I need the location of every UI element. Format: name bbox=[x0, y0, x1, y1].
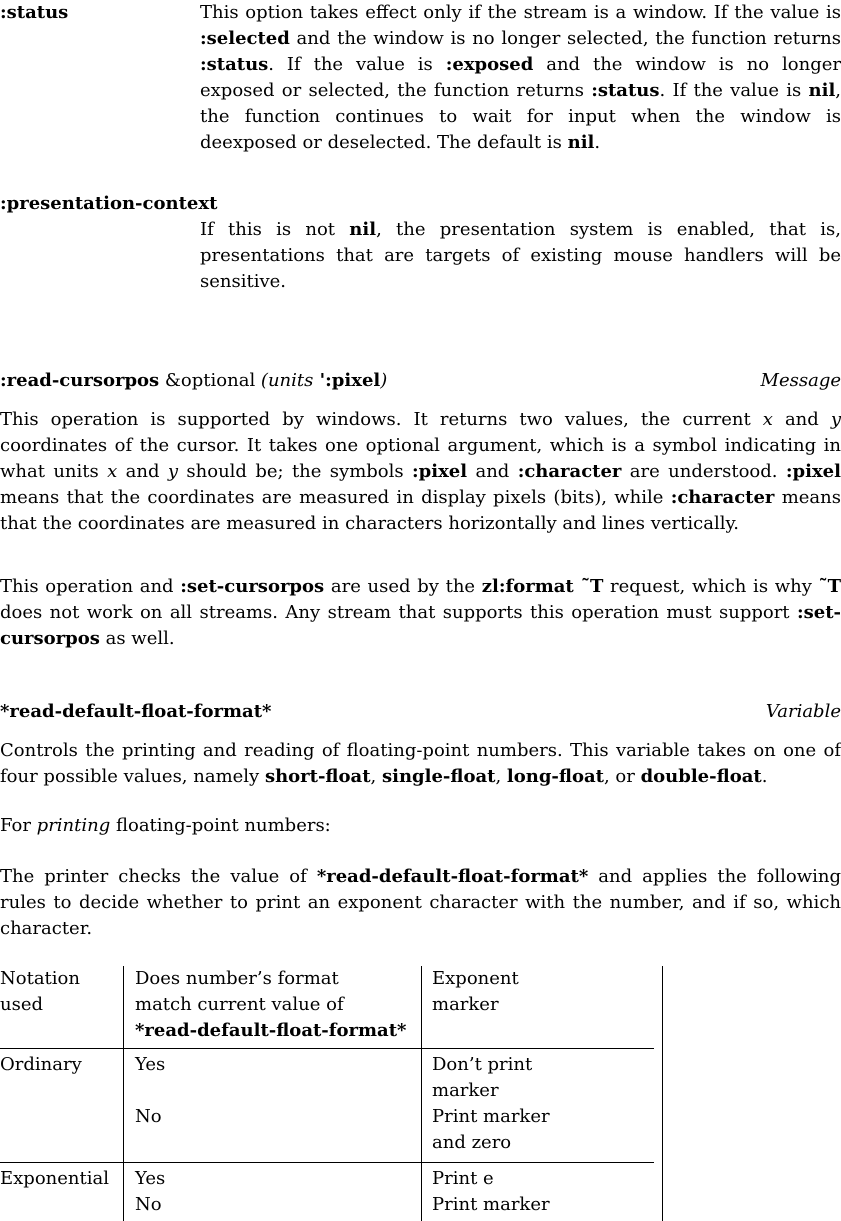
bold-term: :status bbox=[200, 54, 269, 75]
table-divider bbox=[662, 966, 663, 1221]
option-name-status: :status bbox=[0, 2, 69, 23]
table-divider bbox=[0, 1048, 654, 1049]
entry-name: *read-default-float-format* bbox=[0, 701, 272, 722]
bold-term: :set-cursorpos bbox=[180, 576, 325, 597]
bold-term: single-float bbox=[381, 766, 496, 787]
cell-line: Don’t print bbox=[432, 1054, 533, 1075]
table-cell-notation: Ordinary bbox=[0, 1054, 82, 1075]
table-cell-match bbox=[135, 1052, 165, 1130]
entry-kind: Variable bbox=[765, 701, 841, 722]
args-open: ( bbox=[260, 370, 268, 391]
header-line: match current value of bbox=[135, 994, 344, 1015]
bold-term: :character bbox=[517, 461, 622, 482]
bold-term: *read-default-float-format* bbox=[316, 866, 589, 887]
cell-line: marker bbox=[432, 1080, 499, 1101]
bold-term: :selected bbox=[200, 28, 290, 49]
bold-term: :status bbox=[591, 80, 660, 101]
bold-term: :exposed bbox=[445, 54, 534, 75]
italic-term: x bbox=[107, 461, 118, 482]
table-cell-match bbox=[135, 1166, 165, 1218]
italic-term: printing bbox=[36, 815, 111, 836]
bold-term: nil bbox=[808, 80, 836, 101]
table-divider bbox=[0, 1162, 654, 1163]
table-header-marker bbox=[432, 966, 519, 1018]
table-divider bbox=[123, 966, 124, 1221]
float-format-paragraph-3: The printer checks the value of *read-default-float-format* and applies the following rules to decide whether to print an exponent character with the number, and if so, which character. bbox=[0, 866, 841, 939]
table-header-match bbox=[135, 966, 406, 1044]
cell-line: Yes bbox=[135, 1168, 166, 1189]
bold-term: :pixel bbox=[412, 461, 468, 482]
table-divider bbox=[421, 966, 422, 1221]
header-line: Does number’s format bbox=[135, 968, 339, 989]
header-line: used bbox=[0, 994, 44, 1015]
bold-term: double-float bbox=[640, 766, 762, 787]
bold-term: nil bbox=[567, 132, 595, 153]
bold-term: ˜T bbox=[818, 576, 841, 597]
bold-term: :set-cursorpos bbox=[0, 602, 841, 649]
option-desc-presentation-context: If this is not nil, the presentation system is enabled, that is, presentations that are targets of existing mouse handlers will be sensitive. bbox=[200, 219, 841, 292]
cell-line: Yes bbox=[135, 1054, 166, 1075]
option-name-presentation-context: :presentation-context bbox=[0, 193, 218, 214]
bold-term: :character bbox=[670, 487, 775, 508]
header-line: *read-default-float-format* bbox=[135, 1020, 407, 1041]
bold-term: short-float bbox=[264, 766, 371, 787]
optional-keyword: &optional bbox=[159, 370, 261, 391]
italic-term: x bbox=[762, 409, 773, 430]
cell-line: No bbox=[135, 1106, 162, 1127]
bold-term: nil bbox=[349, 219, 377, 240]
header-line: marker bbox=[432, 994, 499, 1015]
table-cell-marker bbox=[432, 1166, 550, 1218]
args-units: units bbox=[267, 370, 314, 391]
args-default: ':pixel bbox=[313, 370, 381, 391]
italic-term: y bbox=[830, 409, 841, 430]
entry-name: :read-cursorpos bbox=[0, 370, 160, 391]
cell-line: Print e bbox=[432, 1168, 494, 1189]
entry-header-read-default-float-format bbox=[0, 699, 841, 725]
entry-header-read-cursorpos bbox=[0, 368, 841, 394]
cell-line: and zero bbox=[432, 1132, 512, 1153]
cell-line: No bbox=[135, 1194, 162, 1215]
bold-term: long-float bbox=[506, 766, 604, 787]
bold-term: zl:format ˜T bbox=[481, 576, 604, 597]
table-cell-marker bbox=[432, 1052, 550, 1156]
cell-line: Print marker bbox=[432, 1106, 550, 1127]
table-cell-notation: Exponential bbox=[0, 1168, 109, 1189]
float-format-paragraph-2: For printing floating-point numbers: bbox=[0, 815, 331, 836]
header-line: Notation bbox=[0, 968, 80, 989]
read-cursorpos-paragraph-2: This operation and :set-cursorpos are used by the zl:format ˜T request, which is why ˜T does not work on all streams. Any stream that supports this operation must support :set-cursorpos as well. bbox=[0, 576, 841, 649]
italic-term: y bbox=[167, 461, 179, 482]
option-desc-status: This option takes effect only if the stream is a window. If the value is :selected and the window is no longer selected, the function returns :status. If the value is :exposed and the window is no longer exposed or selected, the function returns :status. If the value is nil, the function continues to wait for input when the window is deexposed or deselected. The default is nil. bbox=[200, 2, 841, 153]
entry-kind: Message bbox=[760, 370, 841, 391]
args-close: ) bbox=[380, 370, 388, 391]
header-line: Exponent bbox=[432, 968, 519, 989]
cell-line: Print marker bbox=[432, 1194, 550, 1215]
read-cursorpos-paragraph-1: This operation is supported by windows. It returns two values, the current x and y coordinates of the cursor. It takes one optional argument, which is a symbol indicating in what units x and y should be; the symbols :pixel and :character are understood. :pixel means that the coordinates are measured in display pixels (bits), while :character means that the coordinates are measured in characters horizontally and lines vertically. bbox=[0, 409, 841, 534]
bold-term: :pixel bbox=[785, 461, 841, 482]
table-header-notation bbox=[0, 966, 80, 1018]
float-format-paragraph-1: Controls the printing and reading of floating-point numbers. This variable takes on one of four possible values, namely short-float, single-float, long-float, or double-float. bbox=[0, 740, 841, 787]
cell-line bbox=[135, 1078, 165, 1104]
